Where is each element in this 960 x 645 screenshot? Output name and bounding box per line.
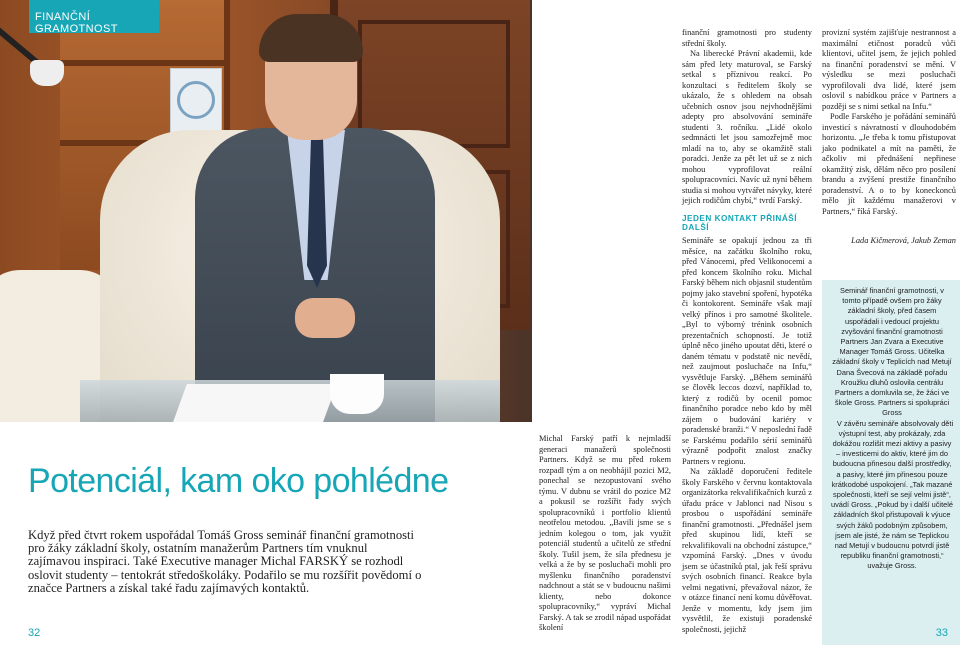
column-1 <box>539 434 671 634</box>
paragraph: Michal Farský patří k nejmladší generaci manažerů společnosti Partners. Když se mu před rokem rozpadl tým a on neobhájil pozici M2, ponechal se nezopustovaní svého týmu. V dubnu se vrátil do pozice M2 a pokusil se rozšířit řady svých spolupracovníků i portfolio klientů neotřelou metodou. „Bavili jsme se s jedním kolegou o tom, jak využít potenciál studentů a učitelů ze střední školy. Tušil jsem, že síla přednesu je velká a že by se posluchači mohli pro myšlenku finančního poradenství nadchnout a stát se v budoucnu našimi klienty, nebo dokonce spolupracovníky,“ vypráví Michal Farský. A tak se zrodil nápad uspořádat školení <box>539 434 671 632</box>
paragraph: Semináře se opakují jednou za tři měsíce, na začátku školního roku, před Vánocemi, před Velikonocemi a před koncem školního roku. Michal Farský během nich objasnil studentům pojmy jako stavební spoření, hypotéka či kontokorent. Semináře však mají velký přínos i pro samotné školitele. „Byl to výborný trénink osobních prezentačních schopností. Je totiž úplně něco jiného upoutat děti, které o daném tématu v podstatě nic nevědí, než zaujmout posluchače na Infu,“ vysvětluje Farský. „Během seminářů se člověk leccos dozví, například to, který z rodičů by ocenil pomoc finančního poradce nebo kdo by měl zájem o budování kariéry v poradenské branži.“ V neposlední řadě se Farskému podařilo sérií seminářů výrazně podpořit znalost značky Partners v regionu. <box>682 236 812 466</box>
paragraph: Na základě doporučení ředitele školy Farského v červnu kontaktovala organizátorka rekvalifikačních kurzů z úřadu práce v Jablonci nad Nisou s prosbou o uspořádání semináře finanční gramotnosti. „Přednášel jsem před skupinou lidí, kteří se rekvalifikovali na obchodní zástupce,“ vzpomíná Farský. „Dnes v úvodu jsem se účastníků ptal, jak řeší správu svých osobních financí. Reakce byla velmi negativní, převažoval názor, že v otázce financí není komu důvěřovat. Jenže v momentu, kdy jsem jim vysvětlil, že existuji poradenské společnosti, jejichž <box>682 467 812 634</box>
portrait-person <box>195 18 445 422</box>
page-number-left: 32 <box>28 627 41 639</box>
subheading: JEDEN KONTAKT PŘINÁŠÍ DALŠÍ <box>682 214 797 232</box>
column-2-top <box>682 28 812 207</box>
paragraph: Podle Farského je pořádání seminářů investicí s návratností v dlouhodobém horizontu. „Je třeba k tomu přistupovat jako podnikatel a mít na paměti, že ačkoliv mi přednášení nepřinese okamžitý zisk, dělám něco pro posílení brandu a zvýšení prestiže finančního poradenství. A o to by koneckonců mělo jít každému manažerovi v Partners,“ říká Farský. <box>822 112 956 216</box>
paragraph: Na liberecké Právní akademii, kde sám před lety maturoval, se Farský setkal s příznivou reakcí. Po konzultaci s ředitelem školy se ukázalo, že s ohledem na obsah učebních osnov jsou nejvhodnějšími adepty pro absolvování semináře studenti 3. ročníku. „Lidé okolo sedmnácti let jsou samozřejmě moc mladí na to, aby se okamžitě stali poradci. Jenže za pět let už se z nich mohou vyprofilovat reální spolupracovníci. Navíc už nyní během studia si mohou vytvářet návyky, které jejich rodičům chybí,“ tvrdí Farský. <box>682 49 812 205</box>
paragraph: provizní systém zajišťuje nestrannost a maximální etičnost poradců vůči klientovi, učitel jsem, že jejich pohled na finanční poradenství se mění. V výsledku se mezi posluchači vyprofilovali dva lidé, které jsem oslovil s nabídkou práce v Partners a později se s nimi setkal na Infu.“ <box>822 28 956 111</box>
box-paragraph: V závěru semináře absolvovaly děti výstupní test, aby prokázaly, zda dokážou rozlišit mezi aktivy a pasivy – investicemi do aktiv, které jim do budoucna přinesou další prostředky, a pasivy, které jim přinesou pouze krátkodobé uspokojení. „Tak mazané společnosti, kteří se sejí velmi jistě“, uvádí Gross. „Pokud by i další učitelé základních škol přistupovali k výuce svých žáků podobným způsobem, jsem ale jisté, že nám se Teplickou nad Metují v budoucnu potvrdí jistě republiku finanční gramotnosti,“ uvažuje Gross. <box>830 418 954 571</box>
column-2-bottom <box>682 236 812 635</box>
paragraph: finanční gramotnosti pro studenty střední školy. <box>682 28 812 48</box>
lamp-icon <box>30 60 64 86</box>
page-number-right: 33 <box>935 627 948 639</box>
cup <box>330 374 384 414</box>
section-tag: FINANČNÍ GRAMOTNOST <box>29 0 159 33</box>
article-photo <box>0 0 532 422</box>
lead-paragraph: Když před čtvrt rokem uspořádal Tomáš Gross seminář finanční gramotnosti pro žáky základní školy, ostatním manažerům Partners tím vnuknul zajímavou inspiraci. Také Executive manager Michal FARSKÝ se rozhodl oslovit studenty – tentokrát středoškoláky. Podařilo se mu rozšířit povědomí o značce Partners a získal také řadu zajímavých kontaktů. <box>28 528 422 595</box>
paper-sheet <box>173 384 337 422</box>
author-credit: Lada Kičmerová, Jakub Zeman <box>851 236 956 245</box>
headline: Potenciál, kam oko pohlédne <box>28 462 449 500</box>
box-paragraph: Seminář finanční gramotnosti, v tomto případě ovšem pro žáky základní školy, před časem uspořádali i vedoucí projektu zvyšování finanční gramotnosti Partners Jan Zvara a Executive Manager Tomáš Gross. Učitelka základní školy v Teplicích nad Metují Dana Švecová na základě pořadu Kroužku dluhů oslovila centrálu Partners a domluvila se, že žáci ve škole Gross. Partners si spolupráci Gross <box>832 286 952 418</box>
column-3 <box>822 28 956 217</box>
sidebar-box <box>822 280 960 645</box>
